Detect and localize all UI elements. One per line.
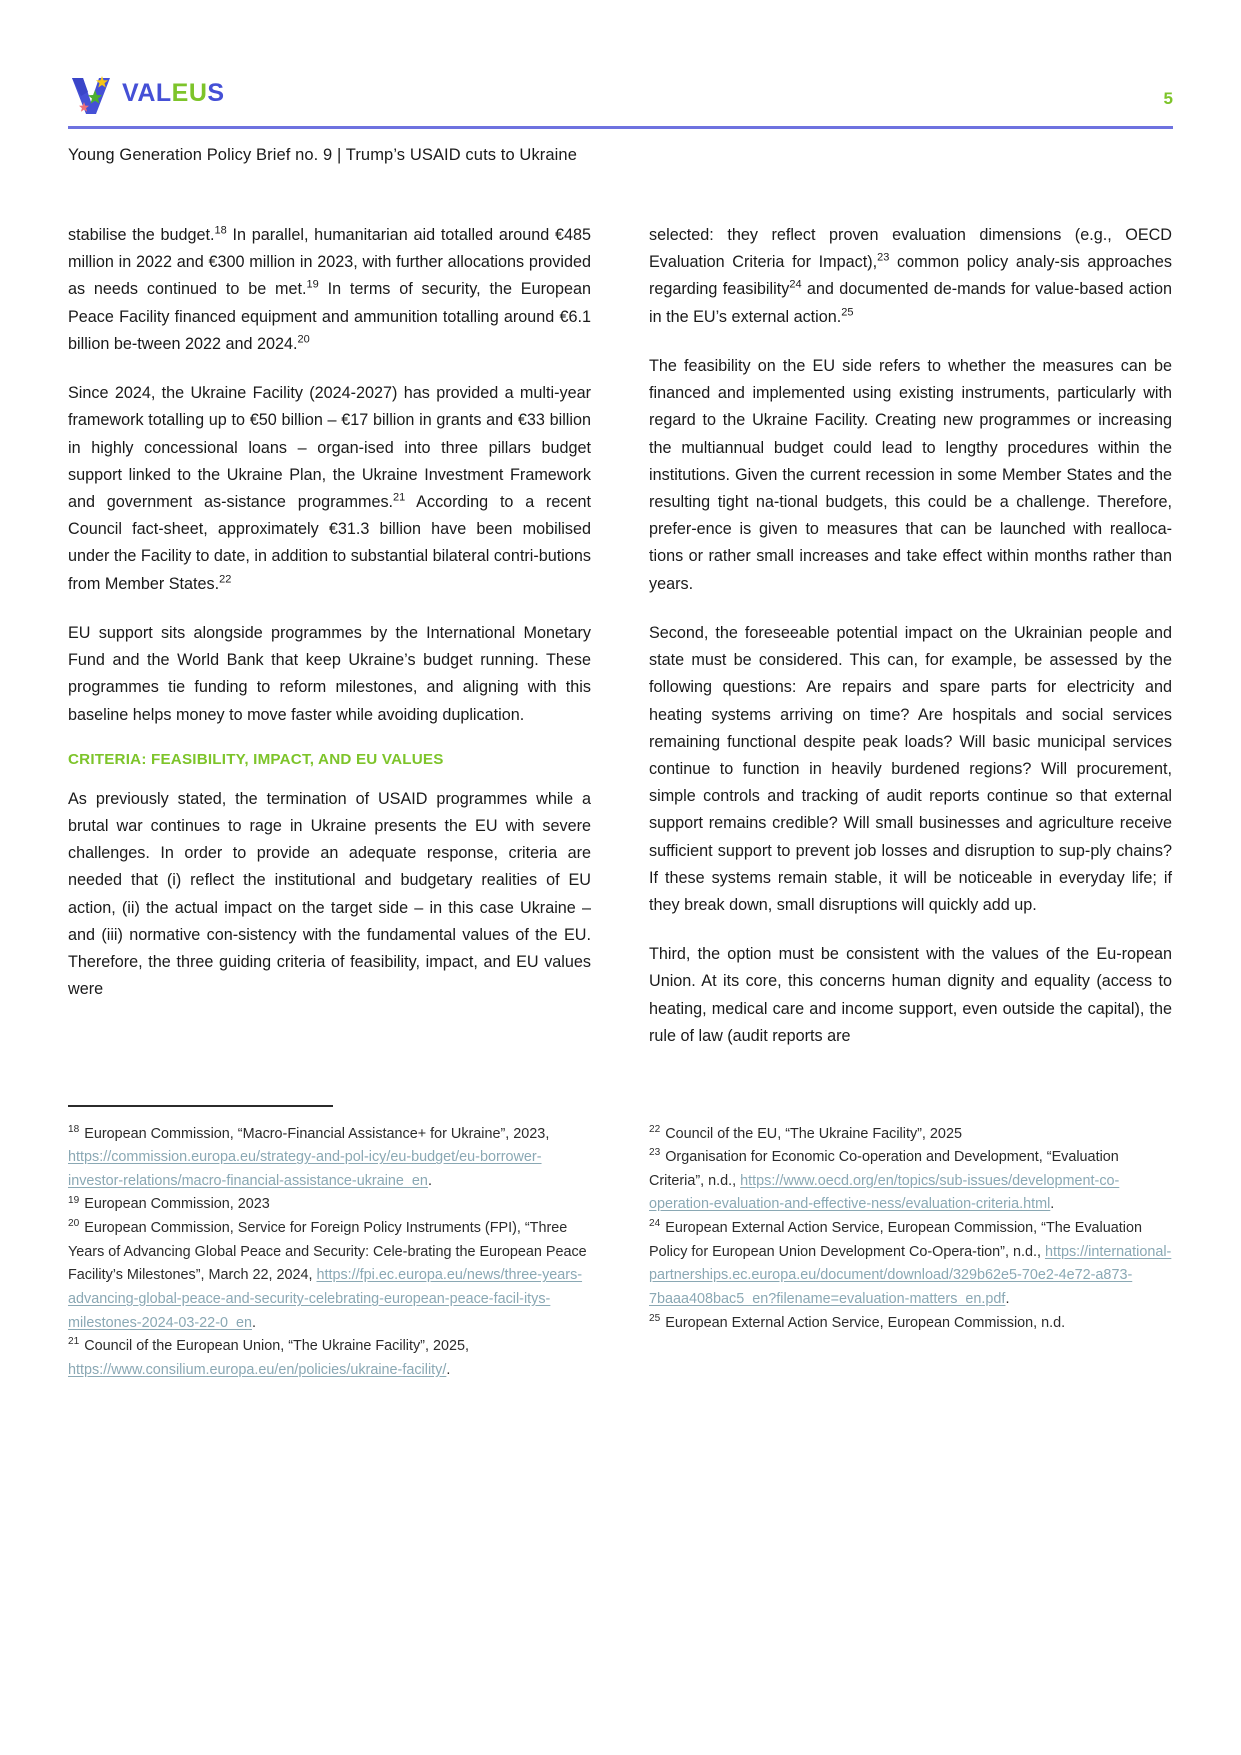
text-run: stabilise the budget. (68, 226, 215, 244)
footnote-number: 20 (68, 1218, 80, 1230)
footnote-link[interactable]: https://www.consilium.europa.eu/en/policies/ukraine-facility/ (68, 1361, 447, 1378)
footnote-text: European Commission, Service for Foreign Policy Instruments (FPI), “Three Years of Advancing Global Peace and Security: Cele-brating the European Peace Facility’s Milestones”, March 22, 2024, (68, 1220, 587, 1284)
paragraph (68, 222, 591, 358)
footnote-text: European External Action Service, European Commission, n.d. (661, 1314, 1066, 1331)
footnote-text: European External Action Service, European Commission, “The Evaluation Policy for European Union Development Co-Opera-tion”, n.d., (649, 1220, 1142, 1260)
footnote-link[interactable]: https://www.oecd.org/en/topics/sub-issues/development-co-operation-evaluation-and-effective-ness/evaluation-criteria.html (649, 1172, 1120, 1213)
footnotes-area (68, 1105, 1173, 1382)
footnote-text: European Commission, “Macro-Financial Assistance+ for Ukraine”, 2023, (80, 1125, 550, 1142)
footnote-separator-rule (68, 1105, 333, 1107)
paragraph: Second, the foreseeable potential impact on the Ukrainian people and state must be considered. This can, for example, be assessed by the following questions: Are repairs and spare parts for electricity and heating systems arriving on time? Are hospitals and social services remaining functional despite peak loads? Will basic municipal services continue to function in heavily burdened regions? Will procurement, simple controls and tracking of audit reports continue so that external support remains credible? Will small businesses and agriculture receive sufficient support to prevent job losses and disruption to sup-ply chains? If these systems remain stable, it will be noticeable in everyday life; if they break down, small disruptions will quickly add up. (649, 623, 1172, 915)
running-head: Young Generation Policy Brief no. 9 | Trump’s USAID cuts to Ukraine (68, 146, 577, 164)
footnote-number: 23 (649, 1147, 661, 1159)
footnote-ref-20[interactable]: 20 (297, 333, 310, 346)
footnote-text: Council of the EU, “The Ukraine Facility”, 2025 (661, 1125, 962, 1142)
text-run: selected: they reflect proven evaluation dimensions (e.g., OECD Evaluation Criteria for Impact), (649, 226, 1172, 272)
paragraph (68, 380, 591, 598)
footnote-ref-19[interactable]: 19 (306, 279, 319, 292)
text-run: and documented de-mands for value-based action in the EU’s external action. (649, 280, 1173, 326)
valeus-v-star-logo-icon (68, 70, 114, 116)
footnote-text-tail: . (1050, 1196, 1055, 1213)
paragraph: The feasibility on the EU side refers to whether the measures can be financed and implemented using existing instruments, particularly with regard to the Ukraine Facility. Creating new programmes or increasing the multiannual budget could lead to lengthy procedures within the institutions. Given the current recession in some Member States and the resulting tight na-tional budgets, this could be a challenge. Therefore, prefer-ence is given to measures that can be launched with realloca-tions or rather small increases and take effect within months rather than years. (649, 356, 1172, 593)
header-divider (68, 126, 1173, 129)
footnote-text-tail: . (446, 1361, 451, 1378)
footnote-item (68, 1217, 591, 1335)
footnote-text: Organisation for Economic Co-operation and Development, “Evaluation Criteria”, n.d., (649, 1149, 1119, 1189)
footnote-link[interactable]: https://commission.europa.eu/strategy-and-pol-icy/eu-budget/eu-borrower-investor-relations/macro-financial-assistance-ukraine_en (68, 1149, 542, 1189)
footnote-ref-23[interactable]: 23 (877, 251, 890, 264)
wordmark-eu: EU (171, 78, 208, 107)
text-run: common policy analy-sis approaches regarding feasibility (649, 253, 1172, 299)
footnote-text-tail: . (427, 1172, 432, 1189)
body-columns (68, 222, 1173, 1050)
footnote-number: 18 (68, 1123, 80, 1135)
wordmark-s: S (207, 78, 225, 107)
text-run: According to a recent Council fact-sheet, approximately €31.3 billion have been mobilised under the Facility to date, in addition to substantial bilateral contri-butions from Member States. (68, 492, 591, 593)
wordmark-val: VAL (122, 78, 172, 107)
text-run: In terms of security, the European Peace Facility financed equipment and ammunition totalling around €6.1 billion be-tween 2022 and 2024. (68, 280, 591, 353)
footnote-text-tail: . (1005, 1290, 1010, 1307)
footnote-ref-24[interactable]: 24 (789, 279, 802, 292)
valeus-wordmark (122, 78, 225, 107)
footnote-separator-spacer (649, 1105, 914, 1107)
footnote-ref-21[interactable]: 21 (393, 491, 406, 504)
section-heading-criteria: CRITERIA: FEASIBILITY, IMPACT, AND EU VALUES (68, 750, 444, 768)
footnote-item (68, 1335, 591, 1382)
footnote-ref-22[interactable]: 22 (219, 573, 232, 586)
paragraph (649, 222, 1172, 331)
footnote-number: 24 (649, 1218, 661, 1230)
footnote-number: 21 (68, 1336, 80, 1348)
footnote-item (649, 1312, 1172, 1336)
footnote-text: European Commission, 2023 (80, 1196, 270, 1213)
footnote-number: 22 (649, 1123, 661, 1135)
footnote-list-right (649, 1123, 1172, 1336)
text-run: In parallel, humanitarian aid totalled around €485 million in 2022 and €300 million in 2023, with further allocations provided as needs continued to be met. (68, 226, 591, 299)
paragraph: Third, the option must be consistent with the values of the Eu-ropean Union. At its core, this concerns human dignity and equality (access to heating, medical care and income support, even outside the capital), the rule of law (audit reports are (649, 945, 1172, 1045)
footnote-number: 25 (649, 1312, 661, 1324)
right-column (649, 222, 1172, 1050)
footnote-link[interactable]: https://international-partnerships.ec.europa.eu/document/download/329b62e5-70e2-4e72-a873-7baaa408bac5_en?filename=evaluation-matters_en.pdf (649, 1243, 1172, 1307)
left-column (68, 222, 591, 1050)
footnotes-right-column (649, 1105, 1172, 1382)
footnote-item (649, 1123, 1172, 1147)
footnote-link[interactable]: https://fpi.ec.europa.eu/news/three-years-advancing-global-peace-and-security-celebrating-european-peace-facil-itys-milestones-2024-03-22-0_en (68, 1267, 583, 1331)
footnote-number: 19 (68, 1194, 80, 1206)
footnote-ref-25[interactable]: 25 (841, 306, 854, 319)
footnote-item (649, 1146, 1172, 1217)
footnote-text-tail: . (252, 1314, 256, 1331)
footnote-item (68, 1193, 591, 1217)
footnote-item (68, 1123, 591, 1194)
text-run: Since 2024, the Ukraine Facility (2024-2027) has provided a multi-year framework totalling up to €50 billion – €17 billion in grants and €33 billion in highly concessional loans – organ-ised into three pillars budget support linked to the Ukraine Plan, the Ukraine Investment Framework and government as-sistance programmes. (68, 384, 591, 511)
footnote-text: Council of the European Union, “The Ukraine Facility”, 2025, (80, 1338, 469, 1355)
valeus-logo (68, 70, 225, 116)
footnotes-left-column (68, 1105, 591, 1382)
footnote-item (649, 1217, 1172, 1312)
paragraph: As previously stated, the termination of USAID programmes while a brutal war continues to rage in Ukraine presents the EU with severe challenges. In order to provide an adequate response, criteria are needed that (i) reflect the institutional and budgetary realities of EU action, (ii) the actual impact on the target side – in this case Ukraine – and (iii) normative con-sistency with the fundamental values of the EU. Therefore, the three guiding criteria of feasibility, impact, and EU values were (68, 789, 591, 999)
footnote-list-left (68, 1123, 591, 1383)
footnote-ref-18[interactable]: 18 (214, 224, 227, 237)
page-number: 5 (1163, 89, 1173, 108)
paragraph: EU support sits alongside programmes by the International Monetary Fund and the World Bank that keep Ukraine’s budget running. These programmes tie funding to reform milestones, and aligning with this baseline helps money to move faster while avoiding duplication. (68, 623, 591, 724)
